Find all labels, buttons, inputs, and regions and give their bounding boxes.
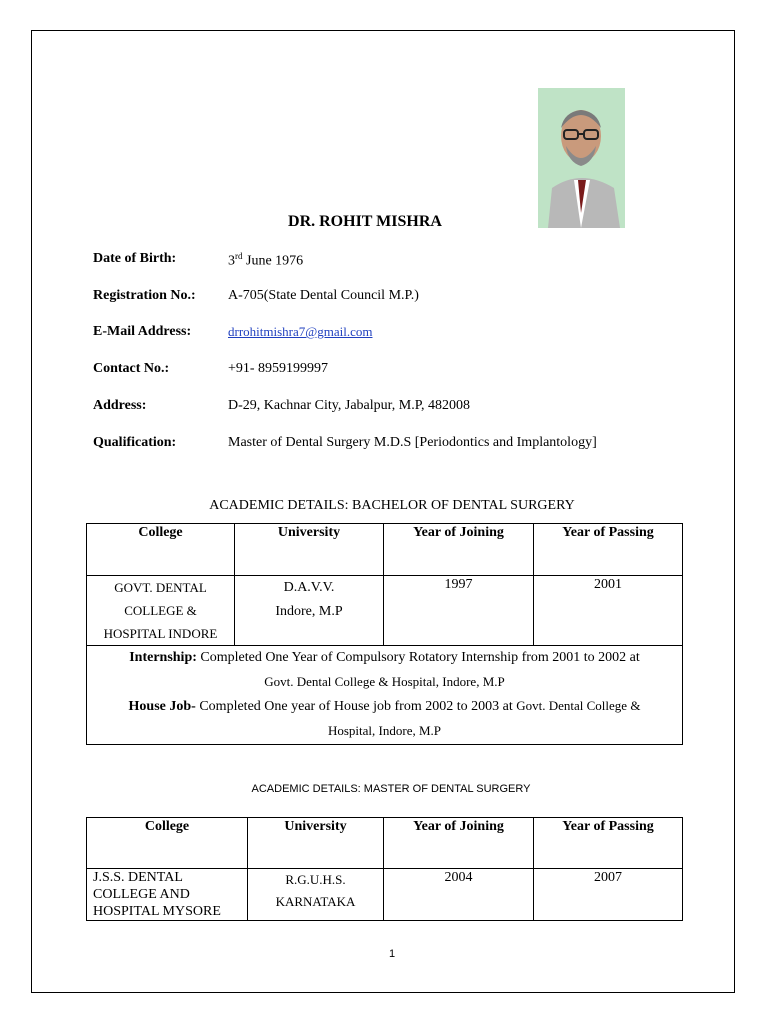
dob-value: 3rd June 1976	[228, 251, 304, 269]
contact-value: +91- 8959199997	[228, 361, 329, 376]
address-value: D-29, Kachnar City, Jabalpur, M.P, 482008	[228, 398, 470, 413]
candidate-name: DR. ROHIT MISHRA	[288, 213, 442, 230]
email-label: E-Mail Address:	[93, 324, 192, 339]
bds-header-passing: Year of Passing	[534, 524, 683, 576]
qualification-label: Qualification:	[93, 435, 177, 450]
bds-header-college: College	[87, 524, 235, 576]
mds-college-cell: J.S.S. DENTAL COLLEGE AND HOSPITAL MYSORE	[87, 869, 248, 921]
page-number: 1	[388, 948, 396, 960]
mds-header-university: University	[248, 818, 384, 869]
bds-college-cell: GOVT. DENTAL COLLEGE & HOSPITAL INDORE	[87, 576, 235, 646]
mds-university-cell: R.G.U.H.S. KARNATAKA	[248, 869, 384, 921]
table-row	[87, 576, 683, 646]
bds-joining-cell: 1997	[384, 576, 534, 646]
mds-table	[86, 817, 683, 921]
registration-value: A-705(State Dental Council M.P.)	[228, 288, 419, 303]
bds-internship-cell: Internship: Completed One Year of Compulsory Rotatory Internship from 2001 to 2002 at Govt. Dental College & Hospital, Indore, M.P House Job- Completed One year of House job from 2002 to 2003 at Govt. Dental College & Hospital, Indore, M.P	[87, 646, 683, 745]
address-label: Address:	[93, 398, 147, 413]
bds-table	[86, 523, 683, 745]
bds-section-title: ACADEMIC DETAILS: BACHELOR OF DENTAL SURGERY	[209, 498, 575, 513]
mds-header-joining: Year of Joining	[384, 818, 534, 869]
bds-header-joining: Year of Joining	[384, 524, 534, 576]
mds-header-college: College	[87, 818, 248, 869]
bds-passing-cell: 2001	[534, 576, 683, 646]
mds-header-passing: Year of Passing	[534, 818, 683, 869]
table-row	[87, 869, 683, 921]
mds-section-title: ACADEMIC DETAILS: MASTER OF DENTAL SURGERY	[251, 783, 531, 795]
contact-label: Contact No.:	[93, 361, 170, 376]
mds-joining-cell: 2004	[384, 869, 534, 921]
bds-university-cell: D.A.V.V. Indore, M.P	[235, 576, 384, 646]
qualification-value: Master of Dental Surgery M.D.S [Periodontics and Implantology]	[228, 435, 597, 450]
email-link[interactable]: drrohitmishra7@gmail.com	[228, 324, 373, 339]
dob-label: Date of Birth:	[93, 251, 177, 266]
mds-passing-cell: 2007	[534, 869, 683, 921]
bds-header-university: University	[235, 524, 384, 576]
registration-label: Registration No.:	[93, 288, 196, 303]
profile-photo	[538, 88, 625, 228]
